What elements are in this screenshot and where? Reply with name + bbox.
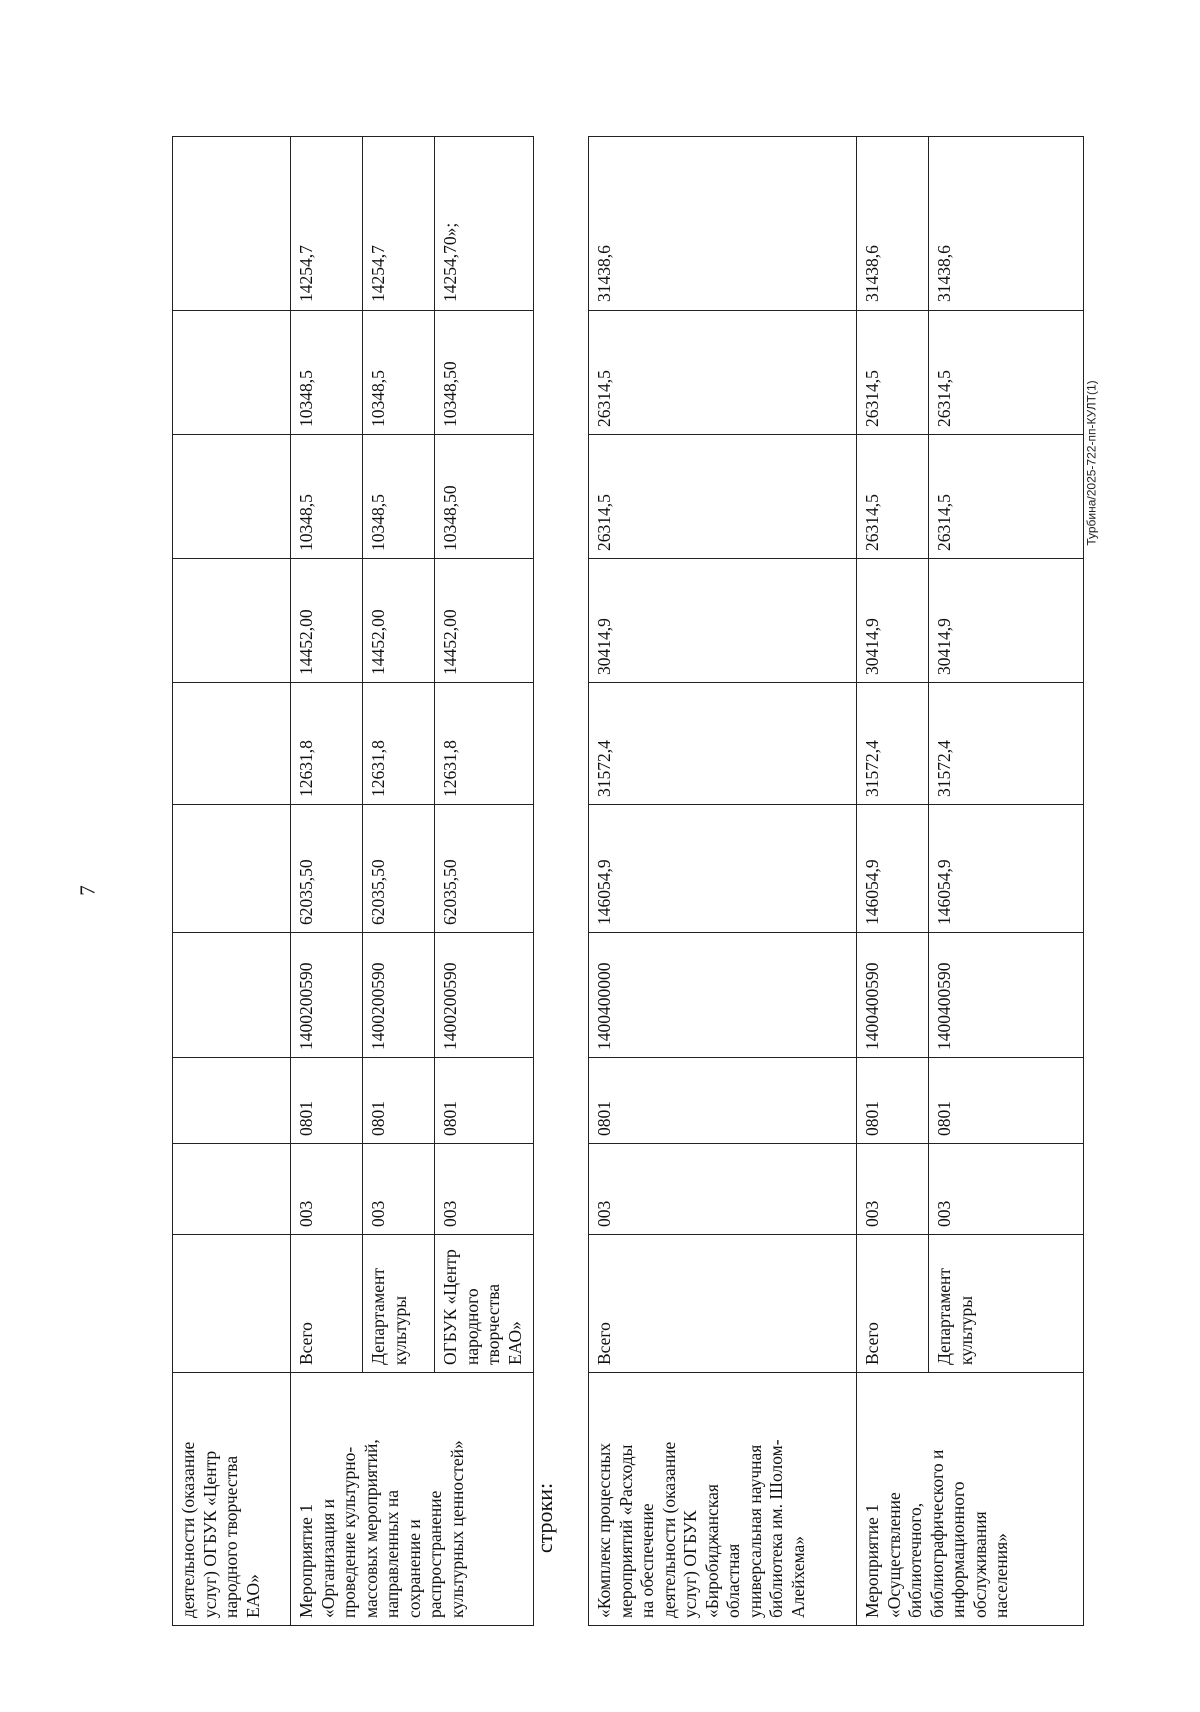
cell-text: 26314,5 [594, 494, 614, 551]
cell-text: 1400200590 [296, 962, 316, 1050]
cell-text [173, 559, 183, 682]
cell-text [173, 1235, 183, 1372]
table-cell [857, 1057, 928, 1143]
cell-text: 0801 [862, 1101, 882, 1136]
table-cell [291, 932, 362, 1057]
table-cell [589, 1143, 856, 1234]
table-cell [589, 932, 856, 1057]
table-cell [857, 932, 928, 1057]
cell-text: 14254,70»; [440, 222, 460, 302]
cell-text: 0801 [440, 1101, 460, 1136]
cell-text: Департамент культуры [368, 1267, 410, 1365]
cell-text: 26314,5 [934, 370, 954, 427]
table-cell [291, 434, 362, 558]
cell-text: 10348,50 [440, 485, 460, 551]
cell-text: 10348,5 [368, 370, 388, 427]
table-cell [589, 1234, 856, 1372]
table-cell [929, 558, 1083, 682]
table-cell [929, 804, 1083, 932]
table-cell [929, 1057, 1083, 1143]
section-label-text: строки: [532, 1482, 558, 1554]
table-cell [173, 1057, 290, 1143]
cell-text [173, 435, 183, 558]
table-cell [857, 1234, 928, 1372]
cell-text: 0801 [296, 1101, 316, 1136]
cell-text: деятельности (оказание услуг) ОГБУК «Центр народного творчества ЕАО» [178, 1441, 263, 1618]
cell-text: 14452,00 [440, 609, 460, 675]
table-cell [589, 434, 856, 558]
row-name-cell [291, 1372, 467, 1625]
table-cell [291, 682, 362, 804]
cell-text: Мероприятие 1 «Организация и проведение культурно- массовых мероприятий, направленных на сохранение и распространение культурных ценностей» [296, 1439, 467, 1618]
table-row [173, 137, 290, 1625]
table-cell [435, 682, 533, 804]
table-cell [857, 682, 928, 804]
cell-text: 31438,6 [934, 245, 954, 302]
table-cell [291, 310, 362, 434]
table-cell [291, 1057, 362, 1143]
cell-text: 1400200590 [440, 962, 460, 1050]
cell-text: 003 [934, 1200, 954, 1227]
cell-text: 31572,4 [594, 740, 614, 797]
cell-text: 003 [594, 1200, 614, 1227]
table-cell [435, 1057, 533, 1143]
table-cell [435, 434, 533, 558]
cell-text: 10348,5 [296, 494, 316, 551]
table-cell [857, 434, 928, 558]
cell-text: 003 [368, 1200, 388, 1227]
row-name-cell [857, 1372, 1011, 1625]
table-cell [363, 170, 434, 310]
table-cell [291, 1234, 362, 1372]
cell-text: 14254,7 [296, 245, 316, 302]
table-cell [929, 170, 1083, 310]
table-cell [435, 310, 533, 434]
cell-text: «Комплекс процессных мероприятий «Расходы на обеспечение деятельности (оказание услуг) ОГБУК «Биробиджанская областная универсальная научная библиотека им. Шолом- Алейхема» [594, 1439, 808, 1618]
table-cell [173, 1234, 290, 1372]
cell-text: 26314,5 [862, 494, 882, 551]
table-cell [173, 310, 290, 434]
cell-text: 10348,5 [368, 494, 388, 551]
page-number: 7 [75, 885, 100, 896]
cell-text: 31572,4 [862, 740, 882, 797]
cell-text: 12631,8 [368, 740, 388, 797]
table-cell [857, 1143, 928, 1234]
cell-text: Мероприятие 1 «Осуществление библиотечного, библиографического и информационного обслуживания населения» [862, 1449, 1011, 1618]
budget-table-top [172, 136, 534, 1626]
table-cell [929, 434, 1083, 558]
table-row [589, 137, 856, 1625]
table-cell [173, 170, 290, 310]
table-cell [857, 558, 928, 682]
cell-text [173, 805, 183, 932]
table-cell [363, 1057, 434, 1143]
table-cell [291, 804, 362, 932]
cell-text: 003 [862, 1200, 882, 1227]
cell-text: 1400400590 [862, 962, 882, 1050]
table-cell [435, 1143, 533, 1234]
table-cell [589, 682, 856, 804]
table-cell [857, 170, 928, 310]
cell-text: 1400200590 [368, 962, 388, 1050]
table-cell [291, 558, 362, 682]
table-cell [363, 310, 434, 434]
table-cell [173, 932, 290, 1057]
cell-text: Всего [296, 1322, 316, 1365]
table-cell [929, 682, 1083, 804]
table-cell [363, 434, 434, 558]
cell-text: Всего [594, 1322, 614, 1365]
cell-text: 10348,5 [296, 370, 316, 427]
table-cell [435, 558, 533, 682]
table-cell [363, 558, 434, 682]
cell-text: 10348,50 [440, 361, 460, 427]
cell-text: 30414,9 [594, 618, 614, 675]
cell-text: 1400400590 [934, 962, 954, 1050]
cell-text: 146054,9 [862, 859, 882, 925]
cell-text: 30414,9 [934, 618, 954, 675]
cell-text [173, 1058, 183, 1143]
cell-text: 62035,50 [440, 859, 460, 925]
cell-text: 003 [296, 1200, 316, 1227]
cell-text [173, 683, 183, 804]
cell-text [173, 311, 183, 434]
table-cell [435, 932, 533, 1057]
table-cell [435, 1234, 533, 1372]
table-cell [173, 682, 290, 804]
table-cell [363, 1234, 434, 1372]
cell-text: Всего [862, 1322, 882, 1365]
table-cell [589, 1057, 856, 1143]
table-cell [929, 1234, 1083, 1372]
cell-text: 12631,8 [296, 740, 316, 797]
cell-text: 31572,4 [934, 740, 954, 797]
table-cell [173, 804, 290, 932]
cell-text: 146054,9 [594, 859, 614, 925]
cell-text: 31438,6 [594, 245, 614, 302]
footer-doc-id-text: Турбина/2025-722-пп-КУЛТ(1) [1085, 380, 1100, 546]
cell-text: 26314,5 [862, 370, 882, 427]
cell-text: 30414,9 [862, 618, 882, 675]
table-cell [589, 310, 856, 434]
table-cell [291, 170, 362, 310]
table-cell [857, 804, 928, 932]
row-name-cell [589, 1372, 856, 1625]
cell-text [173, 170, 183, 310]
cell-text: 146054,9 [934, 859, 954, 925]
table-cell [363, 682, 434, 804]
cell-text: Департамент культуры [934, 1267, 976, 1365]
table-cell [173, 1143, 290, 1234]
table-cell [173, 434, 290, 558]
table-cell [589, 170, 856, 310]
table-cell [857, 310, 928, 434]
table-cell [173, 558, 290, 682]
cell-text: 31438,6 [862, 245, 882, 302]
table-cell [363, 932, 434, 1057]
cell-text: 62035,50 [368, 859, 388, 925]
table-cell [929, 932, 1083, 1057]
cell-text: 0801 [368, 1101, 388, 1136]
table-cell [435, 170, 533, 310]
cell-text: 26314,5 [594, 370, 614, 427]
cell-text [173, 1144, 183, 1234]
cell-text: 62035,50 [296, 859, 316, 925]
cell-text: 12631,8 [440, 740, 460, 797]
table-cell [363, 804, 434, 932]
table-cell [589, 558, 856, 682]
cell-text: 14452,00 [296, 609, 316, 675]
table-cell [435, 804, 533, 932]
cell-text: 0801 [934, 1101, 954, 1136]
table-cell [929, 1143, 1083, 1234]
cell-text: 26314,5 [934, 494, 954, 551]
cell-text [173, 933, 183, 1057]
cell-text: 14254,7 [368, 245, 388, 302]
table-cell [929, 310, 1083, 434]
cell-text: 0801 [594, 1101, 614, 1136]
cell-text: 003 [440, 1200, 460, 1227]
cell-text: 1400400000 [594, 962, 614, 1050]
cell-text: ОГБУК «Центр народного творчества ЕАО» [440, 1249, 525, 1365]
budget-table-bottom [588, 136, 1084, 1626]
cell-text: 14452,00 [368, 609, 388, 675]
table-cell [363, 1143, 434, 1234]
table-cell [291, 1143, 362, 1234]
table-cell [589, 804, 856, 932]
row-name-cell [173, 1372, 290, 1625]
